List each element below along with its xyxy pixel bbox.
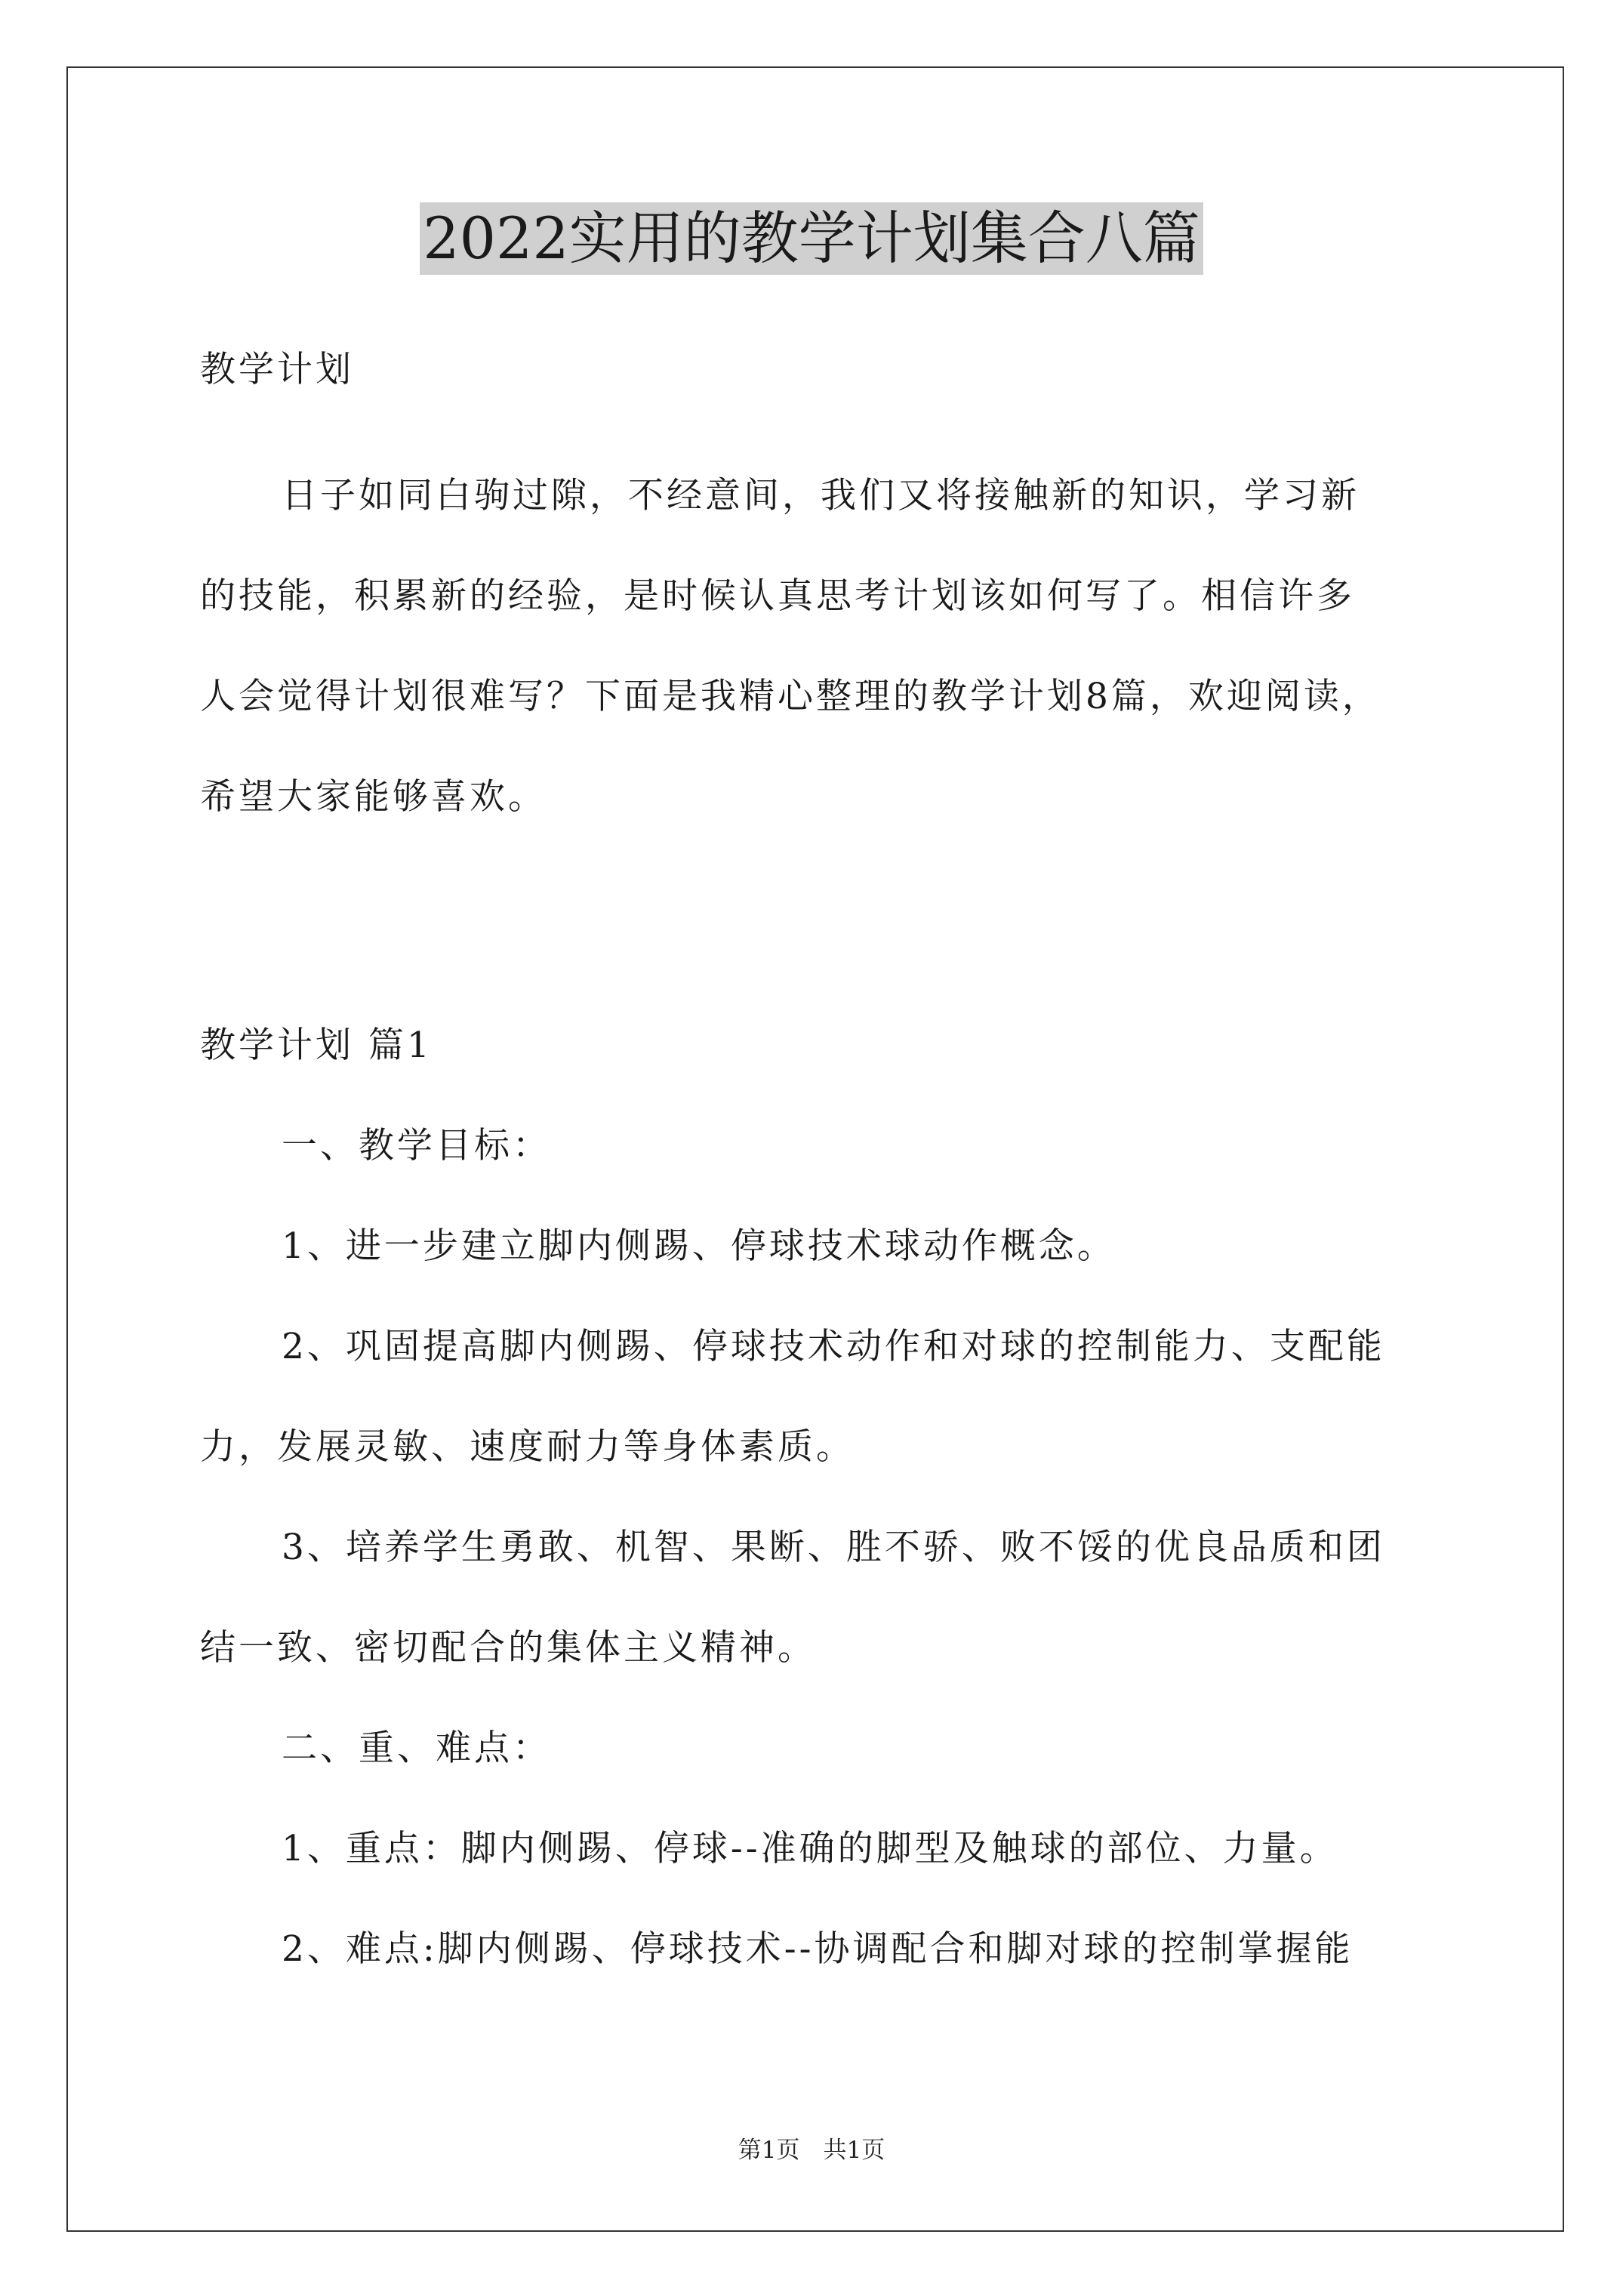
paragraph-line: 2、巩固提高脚内侧踢、停球技术动作和对球的控制能力、支配能 [282, 1326, 1385, 1367]
paragraph-line: 3、培养学生勇敢、机智、果断、胜不骄、败不馁的优良品质和团 [282, 1527, 1385, 1568]
paragraph-line: 结一致、密切配合的集体主义精神。 [200, 1627, 816, 1669]
document-title: 2022实用的教学计划集合八篇 [420, 202, 1203, 275]
paragraph-line: 一、教学目标： [282, 1125, 551, 1166]
paragraph-line: 教学计划 篇1 [200, 1025, 433, 1066]
paragraph-line: 2、难点:脚内侧踢、停球技术--协调配合和脚对球的控制掌握能 [282, 1928, 1354, 1970]
paragraph-line: 的技能，积累新的经验，是时候认真思考计划该如何写了。相信许多 [200, 575, 1355, 617]
page-footer: 第1页 共1页 [738, 2137, 885, 2164]
paragraph-line: 希望大家能够喜欢。 [200, 776, 547, 818]
paragraph-line: 二、重、难点： [282, 1727, 551, 1769]
paragraph-line: 1、进一步建立脚内侧踢、停球技术球动作概念。 [282, 1225, 1116, 1267]
paragraph-line: 日子如同白驹过隙，不经意间，我们又将接触新的知识，学习新 [282, 475, 1360, 516]
paragraph-line: 教学计划 [200, 349, 354, 390]
paragraph-line: 1、重点：脚内侧踢、停球--准确的脚型及触球的部位、力量。 [282, 1828, 1338, 1869]
title-container [0, 202, 1623, 275]
paragraph-line: 人会觉得计划很难写？下面是我精心整理的教学计划8篇，欢迎阅读， [200, 676, 1381, 717]
paragraph-line: 力，发展灵敏、速度耐力等身体素质。 [200, 1426, 855, 1468]
